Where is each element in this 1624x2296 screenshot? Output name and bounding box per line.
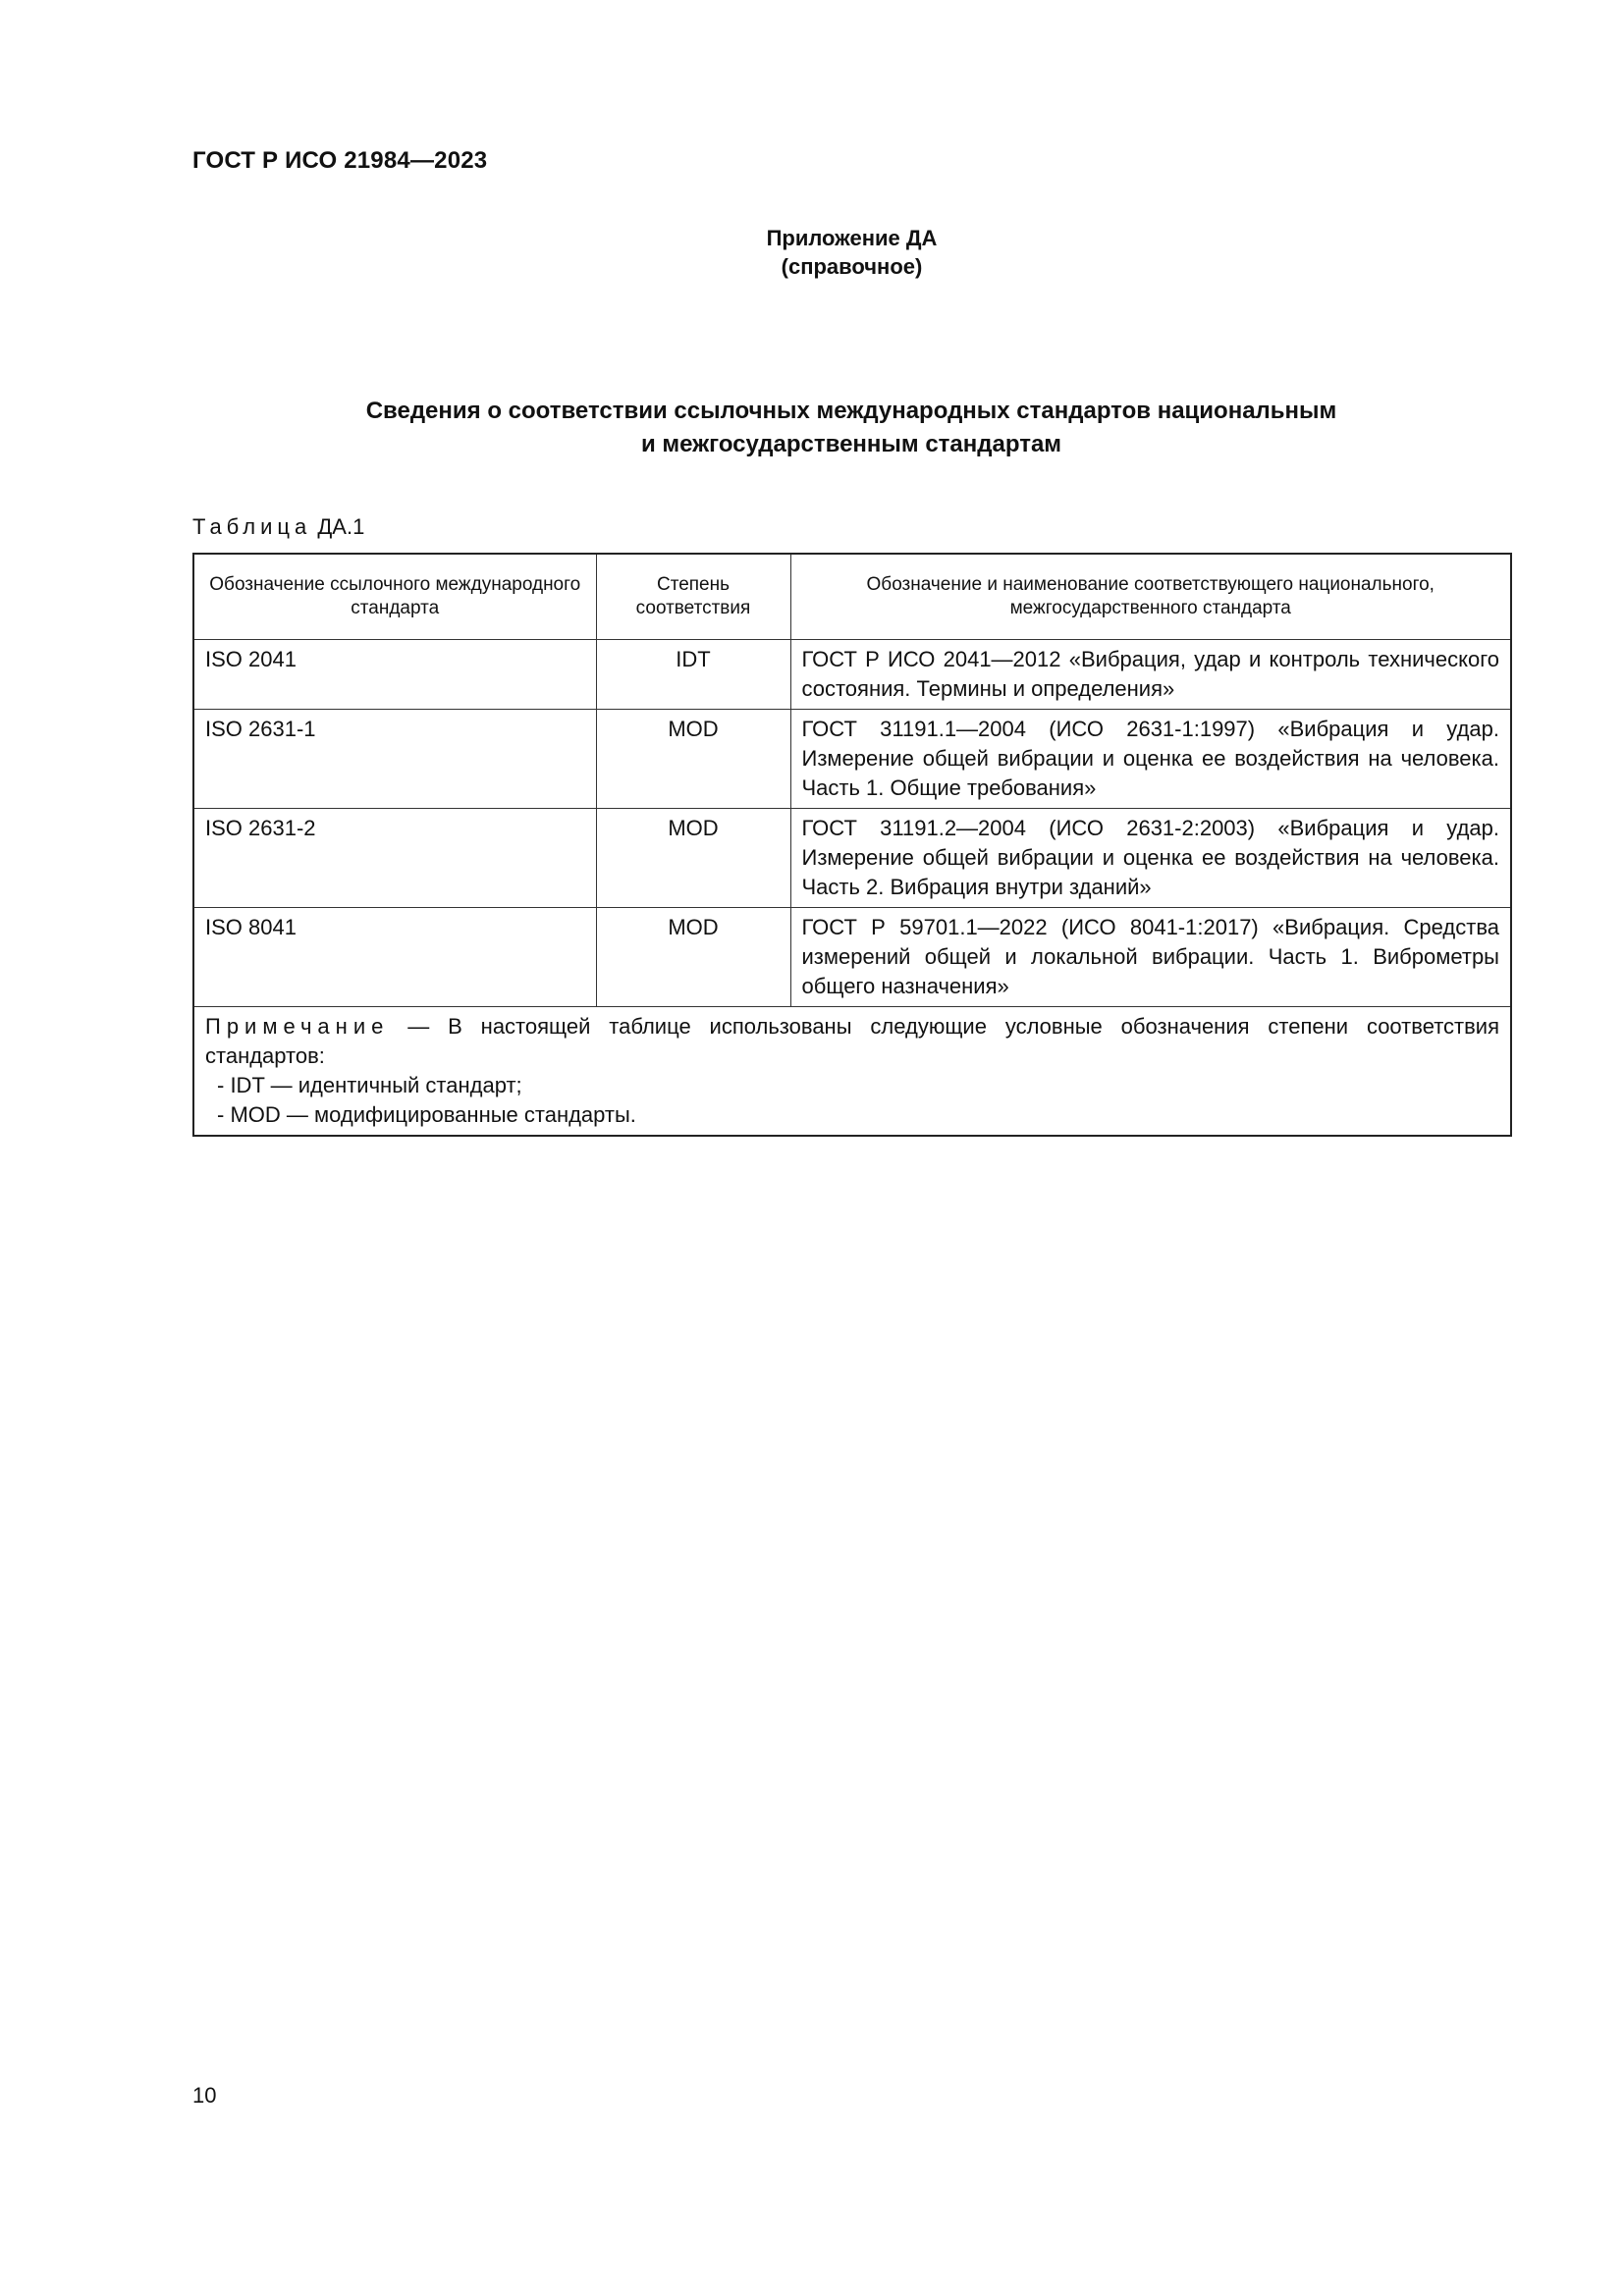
- national-standard-cell: ГОСТ Р ИСО 2041—2012 «Вибрация, удар и контроль технического состояния. Термины и определения»: [790, 640, 1511, 710]
- note-label: Примечание: [205, 1014, 390, 1039]
- table-note-row: [193, 1007, 1511, 1137]
- table-row: [193, 710, 1511, 809]
- note-text: — В настоящей таблице использованы следующие условные обозначения степени соответствия стандартов:: [205, 1014, 1499, 1068]
- document-code: ГОСТ Р ИСО 21984—2023: [192, 147, 488, 174]
- header-degree: Степень соответствия: [596, 554, 790, 640]
- annex-heading: [0, 224, 1624, 281]
- annex-subtitle: (справочное): [781, 254, 923, 279]
- national-standard-cell: ГОСТ Р 59701.1—2022 (ИСО 8041-1:2017) «Вибрация. Средства измерений общей и локальной вибрации. Часть 1. Виброметры общего назначения»: [790, 908, 1511, 1007]
- degree-cell: IDT: [596, 640, 790, 710]
- header-iso-designation: Обозначение ссылочного международного стандарта: [193, 554, 596, 640]
- annex-title: Приложение ДА: [766, 226, 938, 250]
- standards-correspondence-table: [192, 553, 1512, 1137]
- iso-cell: ISO 2631-1: [193, 710, 596, 809]
- table-note: [193, 1007, 1511, 1137]
- page-number: 10: [192, 2083, 217, 2108]
- table-row: [193, 640, 1511, 710]
- degree-cell: MOD: [596, 809, 790, 908]
- degree-cell: MOD: [596, 908, 790, 1007]
- table-header-row: [193, 554, 1511, 640]
- table-row: [193, 908, 1511, 1007]
- header-national-standard: Обозначение и наименование соответствующего национального, межгосударственного стандарта: [790, 554, 1511, 640]
- table-row: [193, 809, 1511, 908]
- national-standard-cell: ГОСТ 31191.2—2004 (ИСО 2631-2:2003) «Вибрация и удар. Измерение общей вибрации и оценка ее воздействия на человека. Часть 2. Вибрация внутри зданий»: [790, 809, 1511, 908]
- table-caption: [192, 514, 364, 540]
- note-item-idt: - IDT — идентичный стандарт;: [217, 1073, 522, 1097]
- iso-cell: ISO 8041: [193, 908, 596, 1007]
- national-standard-cell: ГОСТ 31191.1—2004 (ИСО 2631-1:1997) «Вибрация и удар. Измерение общей вибрации и оценка ее воздействия на человека. Часть 1. Общие требования»: [790, 710, 1511, 809]
- section-title-line-1: Сведения о соответствии ссылочных международных стандартов национальным: [365, 398, 1337, 424]
- section-title-line-2: и межгосударственным стандартам: [640, 431, 1062, 457]
- note-item-mod: - MOD — модифицированные стандарты.: [217, 1102, 636, 1127]
- degree-cell: MOD: [596, 710, 790, 809]
- section-title: [192, 395, 1510, 461]
- iso-cell: ISO 2041: [193, 640, 596, 710]
- table-caption-number: ДА.1: [317, 514, 365, 539]
- iso-cell: ISO 2631-2: [193, 809, 596, 908]
- table-caption-word: Таблица: [192, 514, 312, 539]
